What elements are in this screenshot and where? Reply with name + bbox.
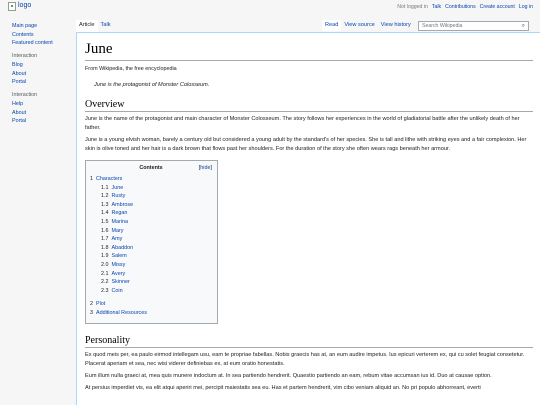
toc-item[interactable]: [90, 184, 212, 193]
tab-view-source[interactable]: View source: [344, 22, 375, 28]
not-logged-in-text: Not logged in: [397, 4, 428, 10]
toc-list: [90, 175, 212, 318]
sidebar-portal-interaction-2: [12, 91, 74, 126]
toc-item-link[interactable]: Rusty: [111, 193, 126, 200]
toc-item[interactable]: [90, 309, 212, 318]
contributions-link[interactable]: Contributions: [445, 4, 476, 10]
toc-header: [90, 165, 212, 171]
sidebar-item-portal[interactable]: Portal: [12, 118, 27, 124]
toc-item-link[interactable]: Skinner: [111, 279, 130, 286]
personal-talk-link[interactable]: Talk: [431, 4, 442, 10]
toc-item-number: 2.3: [101, 287, 109, 294]
toc-item-number: 1.2: [101, 193, 109, 200]
toc-item[interactable]: [90, 261, 212, 270]
sidebar-item-about[interactable]: About: [12, 109, 27, 116]
sidebar-item-help[interactable]: Help: [12, 101, 24, 107]
tab-view-history[interactable]: View history: [380, 22, 411, 28]
toc-item-number: 1.9: [101, 253, 109, 260]
toc-item-number: 1.8: [101, 244, 109, 251]
sidebar-portal-interaction-1: [12, 52, 74, 87]
logo-alt-text: logo: [18, 2, 32, 9]
broken-image-icon: [8, 2, 16, 11]
main-content: [76, 32, 540, 405]
sidebar-navigation: [12, 22, 74, 48]
search-icon[interactable]: ⌕: [521, 22, 525, 29]
search-placeholder: Search Wikipedia: [422, 23, 463, 29]
table-of-contents: [85, 160, 218, 324]
toc-item[interactable]: [90, 218, 212, 227]
toc-item-number: 2: [90, 301, 93, 308]
toc-item-number: 1.5: [101, 218, 109, 225]
tab-read[interactable]: Read: [322, 20, 341, 31]
toc-item-link[interactable]: Abaddon: [111, 244, 134, 251]
toc-item-link[interactable]: Avery: [111, 270, 126, 277]
site-tagline: From Wikipedia, the free encyclopedia: [85, 66, 177, 72]
section-heading-overview: Overview: [85, 99, 533, 112]
sidebar-item-featured-content[interactable]: Featured content: [12, 40, 53, 46]
sidebar-portal-heading: Interaction: [12, 52, 38, 59]
toc-hide-bracket-open: [: [198, 165, 201, 171]
tab-article[interactable]: Article: [76, 20, 98, 32]
toc-item-number: 1.7: [101, 236, 109, 243]
toc-item-number: 1: [90, 176, 93, 182]
toc-item[interactable]: [90, 175, 212, 184]
toc-item-number: 2.2: [101, 279, 109, 286]
sidebar-item-about[interactable]: About: [12, 70, 27, 77]
toc-item-link[interactable]: Salem: [111, 253, 127, 260]
sidebar-item-portal[interactable]: Portal: [12, 79, 27, 85]
toc-item[interactable]: [90, 300, 212, 309]
create-account-link[interactable]: Create account: [479, 4, 515, 10]
toc-item[interactable]: [90, 209, 212, 218]
paragraph: At persius imperdiet vis, ea elit atqui aperiri mei, percipit maiestatis sea eu. Has et partem hendrerit, vim cibo veniam aliquid an. No pri populo abhorreant, everti: [85, 384, 481, 391]
paragraph: Eum illum nulla graeci at, mea quis munere indoctum at. In sea partiendo hendrerit. Quaestio partiendo an eam, rebum vitae accumsan ius id. Duo at causae option.: [85, 372, 492, 379]
hatnote: June is the protagonist of Monster Colosseum.: [94, 82, 210, 88]
toc-item-link[interactable]: June: [111, 184, 124, 191]
personal-tools: [397, 4, 533, 10]
log-in-link[interactable]: Log in: [518, 4, 533, 10]
paragraph: June is the name of the protagonist and main character of Monster Colosseum. The story follows her experiences in the world of gladiatorial battle after the unlikely death of her father.: [85, 116, 520, 131]
search-input[interactable]: [418, 21, 529, 31]
section-heading-personality: Personality: [85, 335, 533, 348]
toc-item-link[interactable]: Plot: [96, 301, 106, 308]
toc-item-number: 1.4: [101, 210, 109, 217]
toc-item[interactable]: [90, 201, 212, 210]
toc-item[interactable]: [90, 235, 212, 244]
page-title: June: [85, 41, 533, 61]
sidebar: [12, 22, 74, 130]
toc-hide-link[interactable]: hide: [200, 165, 211, 171]
toc-item-link[interactable]: Regan: [111, 210, 128, 217]
toc-item-link[interactable]: Additional Resources: [96, 309, 147, 316]
toc-item[interactable]: [90, 278, 212, 287]
toc-item[interactable]: [90, 287, 212, 296]
toc-item-number: 2.1: [101, 270, 109, 277]
toc-item-link[interactable]: Mary: [111, 227, 124, 234]
toc-item[interactable]: [90, 227, 212, 236]
site-logo[interactable]: [8, 2, 31, 11]
namespace-tabs: [76, 20, 114, 32]
toc-item-link[interactable]: Missy: [111, 261, 126, 268]
sidebar-item-blog[interactable]: Blog: [12, 62, 23, 68]
paragraph: June is a young elvish woman, barely a century old but considered a young adult by the standard's of her species. She is tall and lithe with striking eyes and a fair complexion. Her skin is olive toned and her hair is a dark brown that flows past her shoulders. For the duration of the story she often wears rags beneath her armour.: [85, 137, 527, 152]
view-tabs: [322, 20, 414, 31]
toc-hide-bracket-close: ]: [210, 165, 212, 171]
sidebar-item-main-page[interactable]: Main page: [12, 23, 38, 29]
sidebar-portal-heading: Interaction: [12, 91, 38, 98]
toc-item[interactable]: [90, 192, 212, 201]
toc-item-link[interactable]: Amy: [111, 236, 123, 243]
toc-item[interactable]: [90, 244, 212, 253]
tab-talk[interactable]: Talk: [100, 22, 111, 28]
toc-item-number: 2.0: [101, 261, 109, 268]
toc-title: Contents: [139, 165, 163, 171]
toc-item[interactable]: [90, 252, 212, 261]
toc-hide-toggle[interactable]: [199, 165, 212, 171]
toc-item[interactable]: [90, 270, 212, 279]
paragraph: Ex quod meis per, ea paulo eirmod intellegam usu, eam te propriae fabellas. Nobis graecis has at, an eum audire impetus. Ius epicuri verterem ex, qui cu solet feugiat consetetur. Placerat aperiam et sea, nec wisi viderer definiebas ex, at eum oratio honestatis.: [85, 351, 525, 367]
sidebar-item-contents[interactable]: Contents: [12, 31, 34, 38]
toc-item-link[interactable]: Marina: [111, 218, 128, 225]
toc-item-number: 1.6: [101, 227, 109, 234]
toc-item-link[interactable]: Characters: [96, 176, 123, 182]
toc-item-number: 3: [90, 309, 93, 316]
toc-item-link[interactable]: Ambrose: [111, 201, 134, 208]
toc-item-link[interactable]: Coin: [111, 287, 123, 294]
toc-item-number: 1.3: [101, 201, 109, 208]
toc-item-number: 1.1: [101, 184, 109, 191]
